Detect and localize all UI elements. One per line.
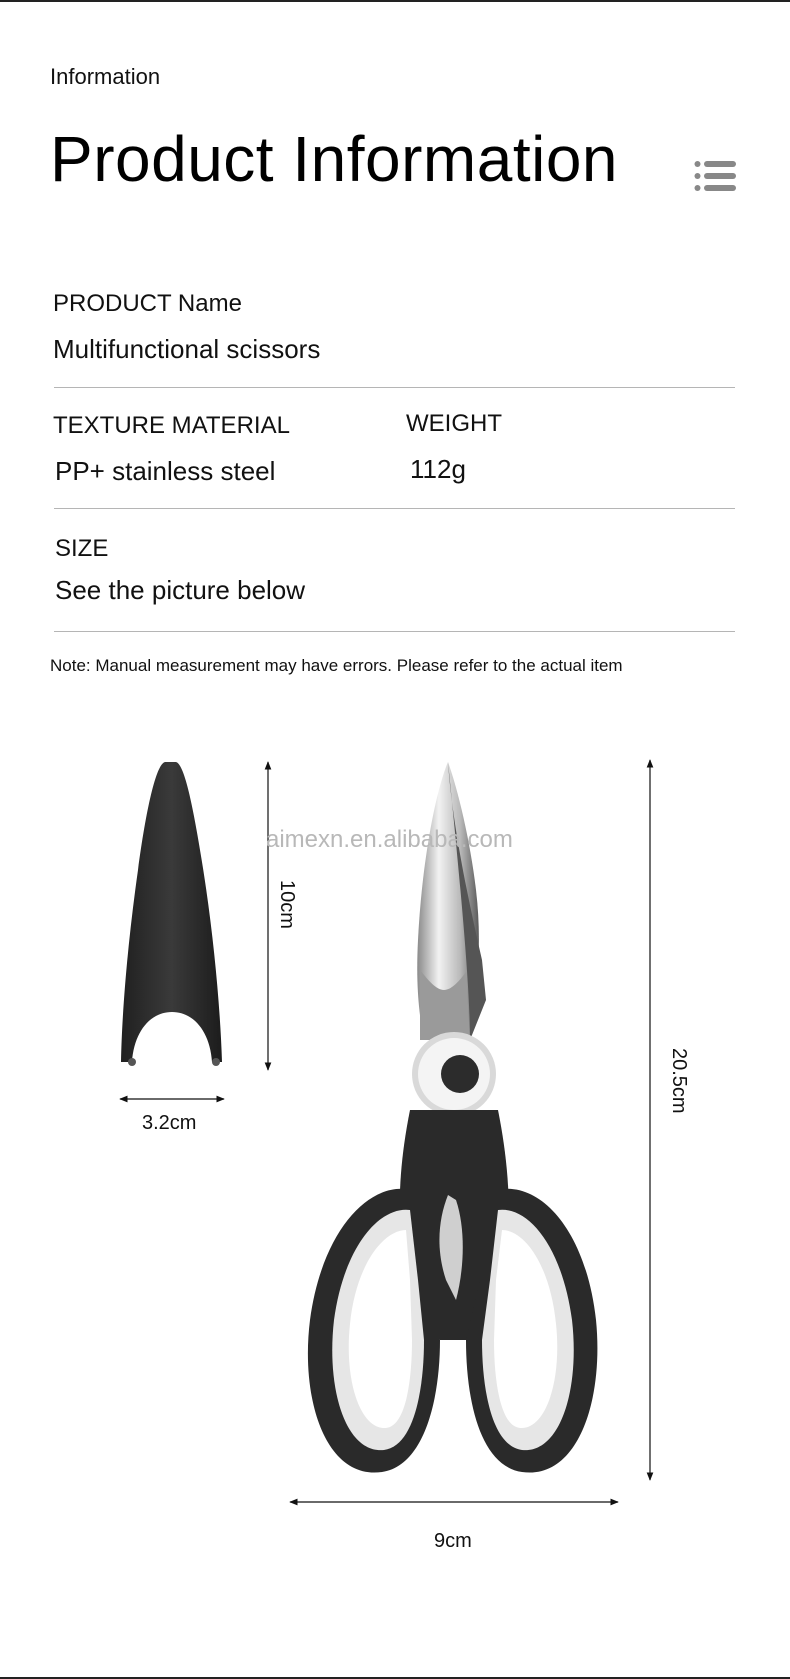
- scissors-length-label: 20.5cm: [668, 1048, 690, 1114]
- divider: [54, 631, 735, 632]
- material-value: PP+ stainless steel: [55, 456, 276, 486]
- product-dimension-illustration: [0, 740, 790, 1580]
- weight-value: 112g: [410, 454, 466, 484]
- sheath-shape: [121, 760, 222, 1080]
- size-value: See the picture below: [55, 575, 306, 605]
- product-name-label: PRODUCT Name: [53, 290, 242, 317]
- top-border: [0, 0, 790, 2]
- scissors-shape: [308, 762, 598, 1473]
- scissors-width-label: 9cm: [434, 1530, 472, 1552]
- size-label: SIZE: [55, 535, 109, 562]
- section-eyebrow: Information: [50, 64, 161, 89]
- list-icon: [694, 160, 736, 192]
- sheath-length-label: 10cm: [276, 880, 298, 929]
- divider: [54, 387, 735, 388]
- watermark: aimexn.en.alibaba.com: [266, 826, 513, 853]
- measurement-note: Note: Manual measurement may have errors. Please refer to the actual item: [50, 656, 623, 675]
- material-label: TEXTURE MATERIAL: [53, 412, 290, 439]
- sheath-width-label: 3.2cm: [142, 1112, 197, 1134]
- page-title: Product Information: [50, 123, 618, 195]
- weight-label: WEIGHT: [406, 410, 502, 437]
- product-name-value: Multifunctional scissors: [53, 334, 321, 364]
- divider: [54, 508, 735, 509]
